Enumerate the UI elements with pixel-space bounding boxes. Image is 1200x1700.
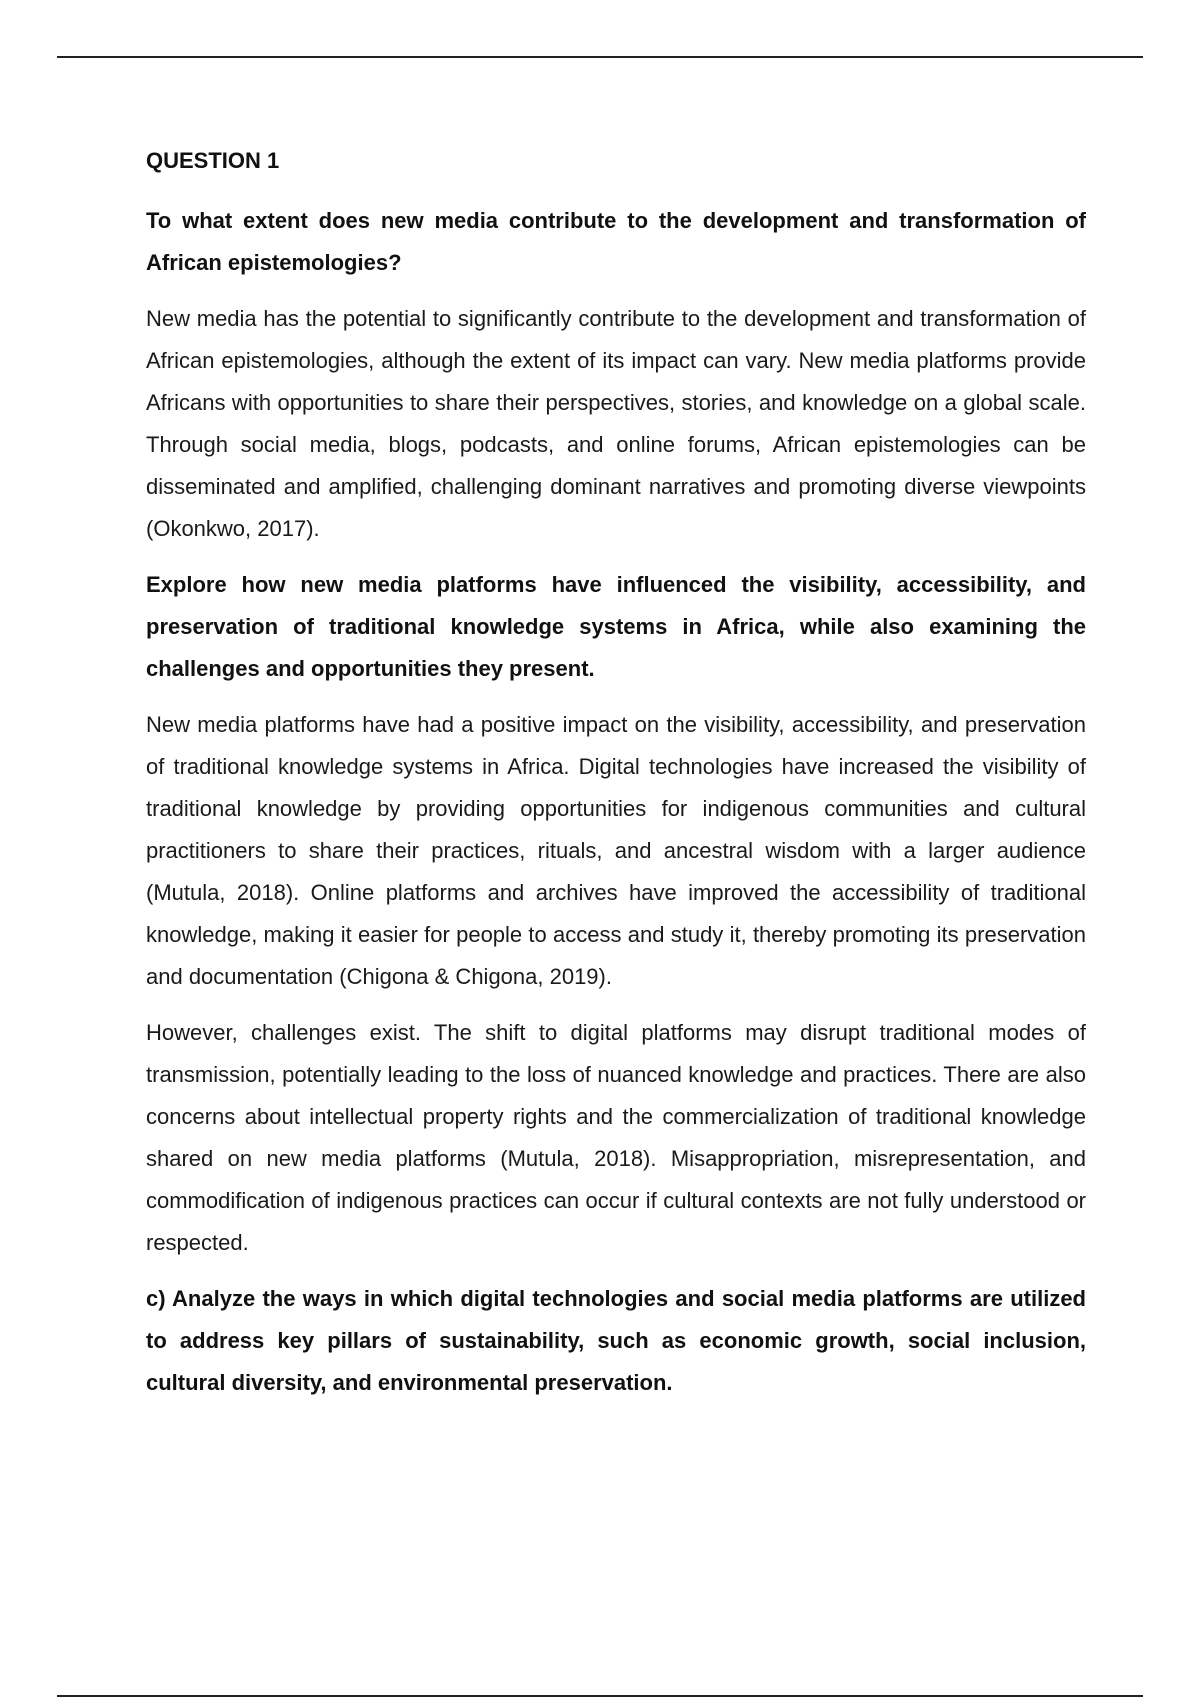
answer-paragraph-2: New media platforms have had a positive impact on the visibility, accessibility, and preservation of traditional knowledge systems in Africa. Digital technologies have increased the visibility of traditional knowledge by providing opportunities for indigenous communities and cultural practitioners to share their practices, rituals, and ancestral wisdom with a larger audience (Mutula, 2018). Online platforms and archives have improved the accessibility of traditional knowledge, making it easier for people to access and study it, thereby promoting its preservation and documentation (Chigona & Chigona, 2019). bbox=[146, 712, 1086, 989]
document-body bbox=[146, 140, 1086, 1418]
answer-paragraph-3: However, challenges exist. The shift to digital platforms may disrupt traditional modes of transmission, potentially leading to the loss of nuanced knowledge and practices. There are also concerns about intellectual property rights and the commercialization of traditional knowledge shared on new media platforms (Mutula, 2018). Misappropriation, misrepresentation, and commodification of indigenous practices can occur if cultural contexts are not fully understood or respected. bbox=[146, 1020, 1086, 1255]
question-prompt-1: To what extent does new media contribute to the development and transformation of African epistemologies? bbox=[146, 208, 1086, 275]
answer-paragraph-1: New media has the potential to significantly contribute to the development and transformation of African epistemologies, although the extent of its impact can vary. New media platforms provide Africans with opportunities to share their perspectives, stories, and knowledge on a global scale. Through social media, blogs, podcasts, and online forums, African epistemologies can be disseminated and amplified, challenging dominant narratives and promoting diverse viewpoints (Okonkwo, 2017). bbox=[146, 306, 1086, 541]
top-rule bbox=[57, 56, 1143, 58]
question-label: QUESTION 1 bbox=[146, 148, 280, 173]
bottom-rule bbox=[57, 1695, 1143, 1697]
question-prompt-2: Explore how new media platforms have influenced the visibility, accessibility, and preservation of traditional knowledge systems in Africa, while also examining the challenges and opportunities they present. bbox=[146, 572, 1086, 681]
question-prompt-3: c) Analyze the ways in which digital technologies and social media platforms are utilized to address key pillars of sustainability, such as economic growth, social inclusion, cultural diversity, and environmental preservation. bbox=[146, 1286, 1086, 1395]
